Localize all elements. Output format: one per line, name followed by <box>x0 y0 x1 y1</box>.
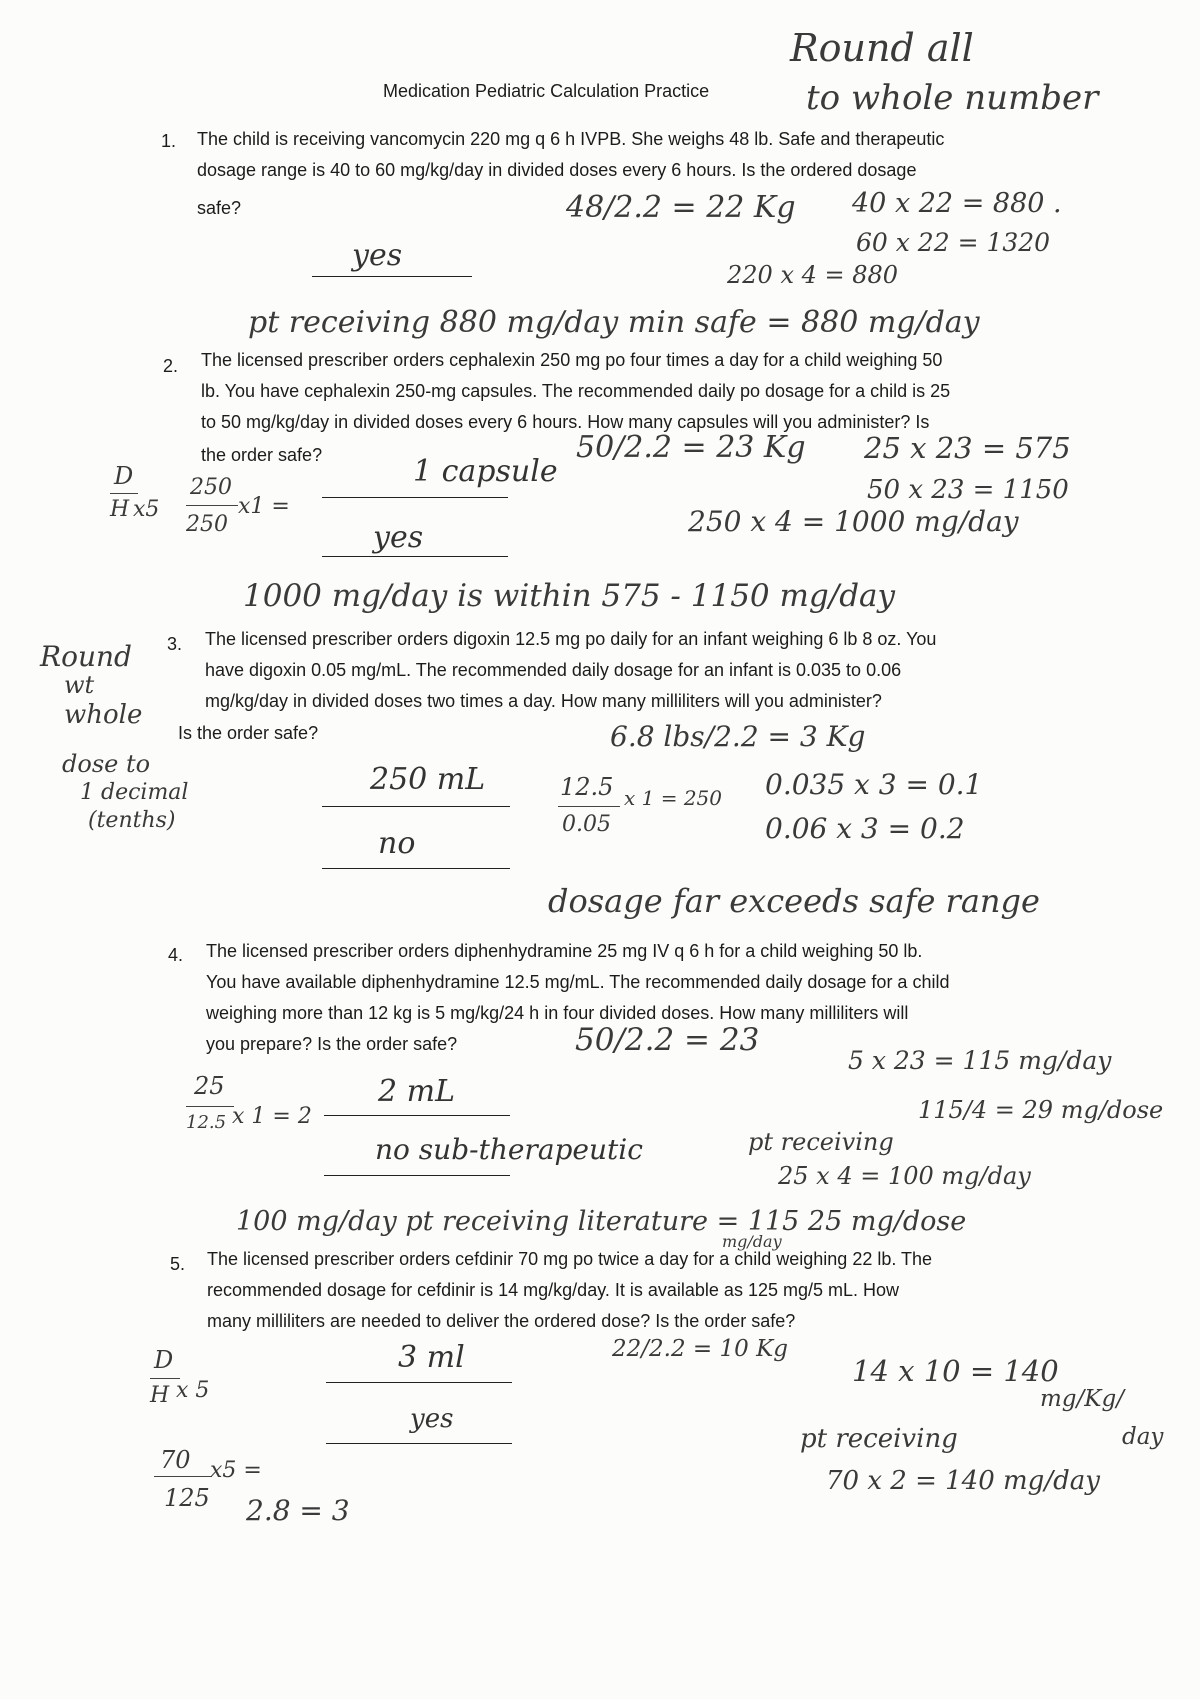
question-3-work: 6.8 lbs/2.2 = 3 Kg <box>610 720 866 753</box>
margin-note: dose to <box>62 750 151 778</box>
question-3-work: 0.06 x 3 = 0.2 <box>765 812 965 845</box>
question-4-text-line: you prepare? Is the order safe? <box>206 1034 458 1054</box>
question-1-work: 60 x 22 = 1320 <box>856 228 1051 257</box>
rounding-note-line2: to whole number <box>806 78 1099 118</box>
answer-line <box>326 1443 512 1444</box>
answer-line <box>324 1175 510 1176</box>
question-2-work: 250 x 4 = 1000 mg/day <box>688 505 1019 538</box>
question-2-answer: 1 capsule <box>413 454 558 489</box>
question-4-work: 115/4 = 29 mg/dose <box>918 1096 1164 1124</box>
question-3-formula-den: 0.05 <box>562 812 611 837</box>
answer-line <box>324 1115 510 1116</box>
question-2-formula-den: 250 <box>186 512 228 537</box>
answer-line <box>312 276 472 277</box>
question-2-text-line: the order safe? <box>201 445 323 465</box>
question-2-text-line: to 50 mg/kg/day in divided doses every 6 hours. How many capsules will you administer? Is <box>201 412 930 432</box>
question-5-work: 22/2.2 = 10 Kg <box>612 1336 788 1362</box>
question-2-text-line: lb. You have cephalexin 250-mg capsules. The recommended daily po dosage for a child is 25 <box>201 381 951 401</box>
question-5-text-line: many milliliters are needed to deliver the ordered dose? Is the order safe? <box>207 1311 796 1331</box>
question-3-text-line: have digoxin 0.05 mg/mL. The recommended daily dosage for an infant is 0.035 to 0.06 <box>205 660 902 680</box>
question-3-work: 0.035 x 3 = 0.1 <box>765 768 983 801</box>
answer-line <box>322 806 510 807</box>
question-5-formula-h: H <box>150 1383 170 1408</box>
question-4-number: 4. <box>168 945 184 965</box>
answer-line <box>322 556 508 557</box>
question-2-note: 1000 mg/day is within 575 - 1150 mg/day <box>243 578 896 614</box>
question-4-text-line: The licensed prescriber orders diphenhydramine 25 mg IV q 6 h for a child weighing 50 lb. <box>206 941 923 961</box>
question-5-formula-num: 70 <box>160 1446 191 1474</box>
answer-line <box>326 1382 512 1383</box>
question-2-formula-x: x5 <box>133 497 160 522</box>
question-2-formula-h: H <box>110 497 130 522</box>
question-2-formula-num: 250 <box>190 475 232 500</box>
question-4-work: 5 x 23 = 115 mg/day <box>848 1046 1112 1075</box>
question-4-note: 100 mg/day pt receiving literature = 115 25 mg/dose <box>236 1206 967 1237</box>
question-1-number: 1. <box>161 131 177 151</box>
question-4-answer: no sub-therapeutic <box>375 1133 643 1166</box>
question-1-note: pt receiving 880 mg/day min safe = 880 mg/day <box>248 305 980 340</box>
question-1-answer: yes <box>352 238 403 273</box>
question-3-text-line: Is the order safe? <box>178 723 319 743</box>
question-2-formula-d: D <box>114 462 134 490</box>
question-3-text-line: mg/kg/day in divided doses two times a day. How many milliliters will you administer? <box>205 691 882 711</box>
question-5-work: mg/Kg/ <box>1040 1386 1124 1412</box>
question-4-formula-x1: x 1 = 2 <box>232 1104 312 1129</box>
question-4-formula-num: 25 <box>194 1072 225 1100</box>
fraction-bar <box>558 806 620 807</box>
fraction-bar <box>110 493 138 494</box>
question-4-text-line: You have available diphenhydramine 12.5 mg/mL. The recommended daily dosage for a child <box>206 972 950 992</box>
question-2-text-line: The licensed prescriber orders cephalexin 250 mg po four times a day for a child weighing 50 <box>201 350 943 370</box>
margin-note: (tenths) <box>88 808 176 833</box>
margin-note: 1 decimal <box>80 780 189 805</box>
question-4-text-line: weighing more than 12 kg is 5 mg/kg/24 h in four divided doses. How many milliliters will <box>206 1003 909 1023</box>
question-2-work: 50/2.2 = 23 Kg <box>576 430 806 465</box>
question-2-answer: yes <box>373 520 424 555</box>
question-4-note-sub: mg/day <box>722 1232 782 1251</box>
question-1-text-line: safe? <box>197 198 242 218</box>
question-2-work: 25 x 23 = 575 <box>864 431 1071 465</box>
question-4-work: 50/2.2 = 23 <box>575 1022 760 1058</box>
question-5-formula-x: x 5 <box>176 1378 210 1403</box>
question-5-text-line: The licensed prescriber orders cefdinir 70 mg po twice a day for a child weighing 22 lb. The <box>207 1249 933 1269</box>
question-5-number: 5. <box>170 1254 186 1274</box>
question-3-formula-num: 12.5 <box>560 773 614 801</box>
question-4-work: 25 x 4 = 100 mg/day <box>778 1162 1031 1190</box>
question-3-answer: no <box>378 826 416 861</box>
question-1-text-line: The child is receiving vancomycin 220 mg q 6 h IVPB. She weighs 48 lb. Safe and therapeutic <box>197 129 945 149</box>
question-5-work: pt receiving <box>800 1424 958 1454</box>
fraction-bar <box>186 1106 234 1107</box>
fraction-bar <box>154 1476 212 1477</box>
question-2-formula-x1: x1 = <box>238 494 290 519</box>
question-1-work: 48/2.2 = 22 Kg <box>566 190 796 225</box>
question-4-formula-den: 12.5 <box>186 1112 227 1133</box>
question-5-formula-result: 2.8 = 3 <box>246 1494 350 1527</box>
question-5-answer: yes <box>410 1404 454 1434</box>
question-3-note: dosage far exceeds safe range <box>548 882 1040 920</box>
question-3-answer: 250 mL <box>370 762 486 797</box>
margin-note: Round <box>40 640 132 673</box>
question-5-text-line: recommended dosage for cefdinir is 14 mg/kg/day. It is available as 125 mg/5 mL. How <box>207 1280 900 1300</box>
question-4-work: pt receiving <box>748 1128 894 1156</box>
question-2-work: 50 x 23 = 1150 <box>867 475 1069 505</box>
question-5-work: day <box>1122 1424 1164 1450</box>
question-1-text-line: dosage range is 40 to 60 mg/kg/day in divided doses every 6 hours. Is the ordered dosage <box>197 160 917 180</box>
margin-note: whole <box>64 700 143 730</box>
question-2-number: 2. <box>163 356 179 376</box>
fraction-bar <box>186 505 238 506</box>
question-5-answer: 3 ml <box>398 1340 465 1375</box>
page-title: Medication Pediatric Calculation Practice <box>383 81 710 101</box>
question-3-formula-x1: x 1 = 250 <box>624 786 723 810</box>
question-4-answer: 2 mL <box>378 1074 455 1109</box>
question-5-work: 70 x 2 = 140 mg/day <box>826 1466 1100 1496</box>
answer-line <box>322 868 510 869</box>
question-5-work: 14 x 10 = 140 <box>852 1354 1059 1388</box>
question-5-formula-x5: x5 = <box>210 1458 262 1483</box>
question-5-formula-den: 125 <box>164 1484 210 1512</box>
margin-note: wt <box>64 671 95 699</box>
question-3-number: 3. <box>167 634 183 654</box>
question-1-work: 40 x 22 = 880 . <box>852 188 1062 219</box>
answer-line <box>322 497 508 498</box>
question-1-work: 220 x 4 = 880 <box>727 261 899 289</box>
question-3-text-line: The licensed prescriber orders digoxin 12.5 mg po daily for an infant weighing 6 lb 8 oz. You <box>205 629 937 649</box>
question-5-formula-d: D <box>154 1346 174 1374</box>
rounding-note-line1: Round all <box>790 26 974 70</box>
